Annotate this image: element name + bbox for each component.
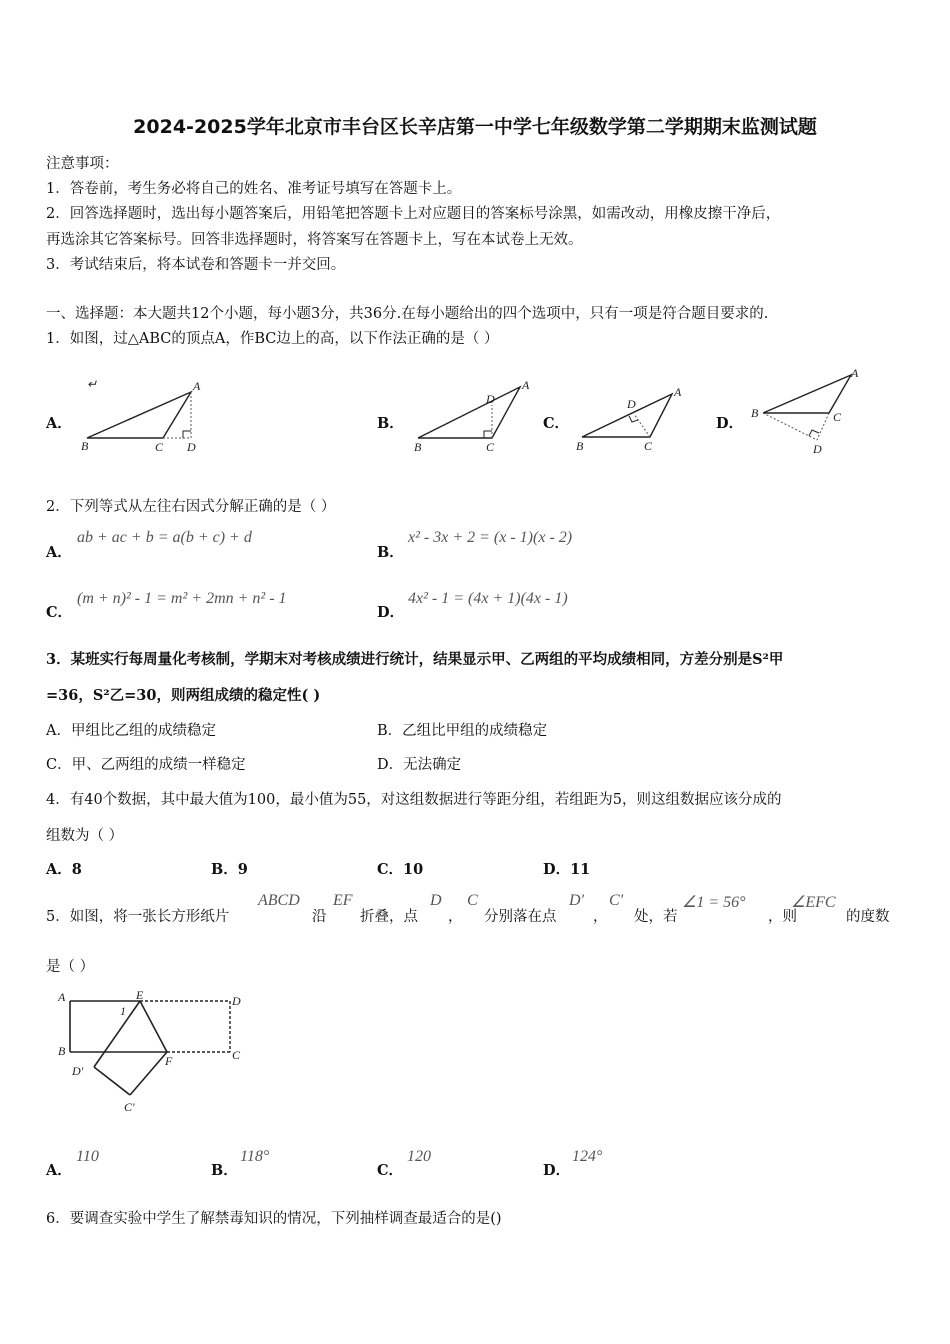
q3-option-b: B．乙组比甲组的成绩稳定: [377, 723, 548, 739]
q5-option-d-label: D．: [543, 1162, 571, 1179]
notice-item-3: 3．考试结束后，将本试卷和答题卡一并交回。: [46, 257, 346, 273]
fig-d-perpendicular: [763, 413, 817, 440]
q1-option-d-label: D．: [716, 415, 744, 432]
question-4-stem-line1: 4．有40个数据，其中最大值为100，最小值为55，对这组数据进行等距分组，若组距为5，则这组数据应该分成的: [46, 792, 782, 808]
fig-d-label-d: D: [813, 442, 822, 456]
fig-d-label-c: C: [833, 410, 842, 424]
fig5-label-c: C: [232, 1048, 241, 1062]
q1-figure-c: [572, 380, 692, 460]
question-5-stem-line2: 是（ ）: [46, 959, 95, 975]
page-title: 2024-2025学年北京市丰台区长辛店第一中学七年级数学第二学期期末监测试题: [133, 116, 817, 138]
q5-option-b: 118°: [240, 1148, 270, 1165]
question-2-stem: 2．下列等式从左往右因式分解正确的是（ ）: [46, 499, 336, 515]
fold-crease-ef: [140, 1001, 167, 1052]
q3-option-c: C．甲、乙两组的成绩一样稳定: [46, 757, 246, 773]
q2-option-d-label: D．: [377, 604, 405, 621]
fig5-label-c-prime: C': [124, 1100, 135, 1114]
q1-option-c-label: C．: [543, 415, 570, 432]
q2-option-b-label: B．: [377, 544, 404, 561]
fig-a-label-d: D: [187, 440, 196, 454]
q5-option-c-label: C．: [377, 1162, 404, 1179]
q1-figure-a: [75, 372, 215, 457]
q5-math-d-prime: D': [569, 892, 584, 909]
notice-item-1: 1．答卷前，考生务必将自己的姓名、准考证号填写在答题卡上。: [46, 181, 462, 197]
fig-c-label-c: C: [644, 439, 653, 453]
q2-option-b: x² - 3x + 2 = (x - 1)(x - 2): [408, 529, 573, 546]
q5-math-d: D: [430, 892, 442, 909]
q5-stem-text-6: ，: [593, 909, 608, 925]
notice-heading: 注意事项：: [46, 156, 119, 172]
fig-d-right-angle: [809, 430, 819, 436]
fold-edge-cf-prime: [130, 1052, 167, 1095]
q2-option-a-label: A．: [46, 544, 72, 561]
q5-option-b-label: B．: [211, 1162, 238, 1179]
q5-stem-text-4: ，: [448, 909, 463, 925]
q5-stem-text-7: 处，若: [634, 909, 678, 925]
q5-option-c: 120: [407, 1148, 431, 1165]
fig5-label-d-prime: D': [72, 1064, 84, 1078]
q5-option-a-label: A．: [46, 1162, 72, 1179]
fig-c-perpendicular: [634, 414, 650, 437]
q2-option-a: ab + ac + b = a(b + c) + d: [77, 529, 252, 546]
q2-option-c-label: C．: [46, 604, 73, 621]
q5-option-d: 124°: [572, 1148, 603, 1165]
fig-c-right-angle: [629, 416, 638, 422]
fig5-label-a: A: [58, 990, 66, 1004]
fig-a-label-a: A: [193, 379, 201, 393]
question-6-stem: 6．要调查实验中学生了解禁毒知识的情况，下列抽样调查最适合的是(): [46, 1211, 502, 1227]
fig5-label-e: E: [136, 988, 144, 1002]
fig-b-label-b: B: [414, 440, 422, 454]
fig-a-label-c: C: [155, 440, 164, 454]
q5-stem-text-9: 的度数: [846, 909, 890, 925]
fig-b-label-a: A: [522, 378, 530, 392]
q5-math-ef: EF: [333, 892, 353, 909]
fig-b-right-angle: [484, 431, 492, 438]
section-heading: 一、选择题：本大题共12个小题，每小题3分，共36分.在每小题给出的四个选项中，只有一项是符合题目要求的.: [46, 306, 769, 322]
fig-d-label-b: B: [751, 406, 759, 420]
q5-stem-text-5: 分别落在点: [484, 909, 557, 925]
question-3-stem-line2: =36，S²乙=30，则两组成绩的稳定性( ): [46, 687, 321, 704]
notice-item-2a: 2．回答选择题时，选出每小题答案后，用铅笔把答题卡上对应题目的答案标号涂黑，如需改动，用橡皮擦干净后，: [46, 206, 781, 222]
q5-stem-text-3: 折叠，点: [360, 909, 418, 925]
q4-option-b: B．9: [211, 861, 248, 878]
q3-option-d: D．无法确定: [377, 757, 462, 773]
q5-math-c: C: [467, 892, 478, 909]
q4-option-a: A．8: [46, 861, 82, 878]
q2-option-c: (m + n)² - 1 = m² + 2mn + n² - 1: [77, 590, 287, 607]
q5-math-c-prime: C': [609, 892, 624, 909]
fig-c-label-a: A: [674, 385, 682, 399]
q4-option-c: C．10: [377, 861, 424, 878]
fig-c-label-b: B: [576, 439, 584, 453]
fig-d-extension: [817, 413, 829, 440]
fig5-label-1: 1: [120, 1004, 126, 1018]
notice-item-2b: 再选涂其它答案标号。回答非选择题时，将答案写在答题卡上，写在本试卷上无效。: [46, 232, 583, 248]
fig-a-mark: ↵: [87, 377, 98, 391]
q5-math-angle-efc: ∠EFC: [791, 894, 836, 911]
q5-math-abcd: ABCD: [258, 892, 300, 909]
q1-option-b-label: B．: [377, 415, 404, 432]
q5-stem-text-2: 沿: [312, 909, 327, 925]
fig5-label-b: B: [58, 1044, 66, 1058]
question-1-stem: 1．如图，过△ABC的顶点A，作BC边上的高，以下作法正确的是（ ）: [46, 331, 499, 347]
q1-option-a-label: A．: [46, 415, 72, 432]
q5-stem-text-1: 5．如图，将一张长方形纸片: [46, 909, 230, 925]
q5-option-a: 110: [76, 1148, 99, 1165]
q1-figure-d: [745, 365, 875, 460]
q5-math-angle1: ∠1 = 56°: [682, 894, 746, 911]
q4-option-d: D．11: [543, 861, 591, 878]
fig-b-triangle: [418, 387, 520, 438]
q2-option-d: 4x² - 1 = (4x + 1)(4x - 1): [408, 590, 568, 607]
fig-b-label-d: D: [486, 392, 495, 406]
fig5-label-f: F: [165, 1054, 173, 1068]
fig-d-triangle: [763, 375, 851, 413]
q5-figure-folding: [50, 985, 260, 1120]
fig-a-right-angle: [183, 431, 191, 438]
fig-a-label-b: B: [81, 439, 89, 453]
q5-stem-text-8: ，则: [768, 909, 797, 925]
fold-edge-dc-prime: [94, 1067, 130, 1095]
fig-c-label-d: D: [627, 397, 636, 411]
fig-a-triangle: [87, 392, 191, 438]
question-3-stem-line1: 3．某班实行每周量化考核制，学期末对考核成绩进行统计，结果显示甲、乙两组的平均成绩相同，方差分别是S²甲: [46, 651, 784, 668]
question-4-stem-line2: 组数为（ ）: [46, 828, 124, 844]
fig-d-label-a: A: [851, 366, 859, 380]
fig5-label-d: D: [232, 994, 241, 1008]
fold-edge-ed-prime: [94, 1001, 140, 1067]
fig-b-label-c: C: [486, 440, 495, 454]
q1-figure-b: [408, 375, 538, 460]
q3-option-a: A．甲组比乙组的成绩稳定: [46, 723, 216, 739]
